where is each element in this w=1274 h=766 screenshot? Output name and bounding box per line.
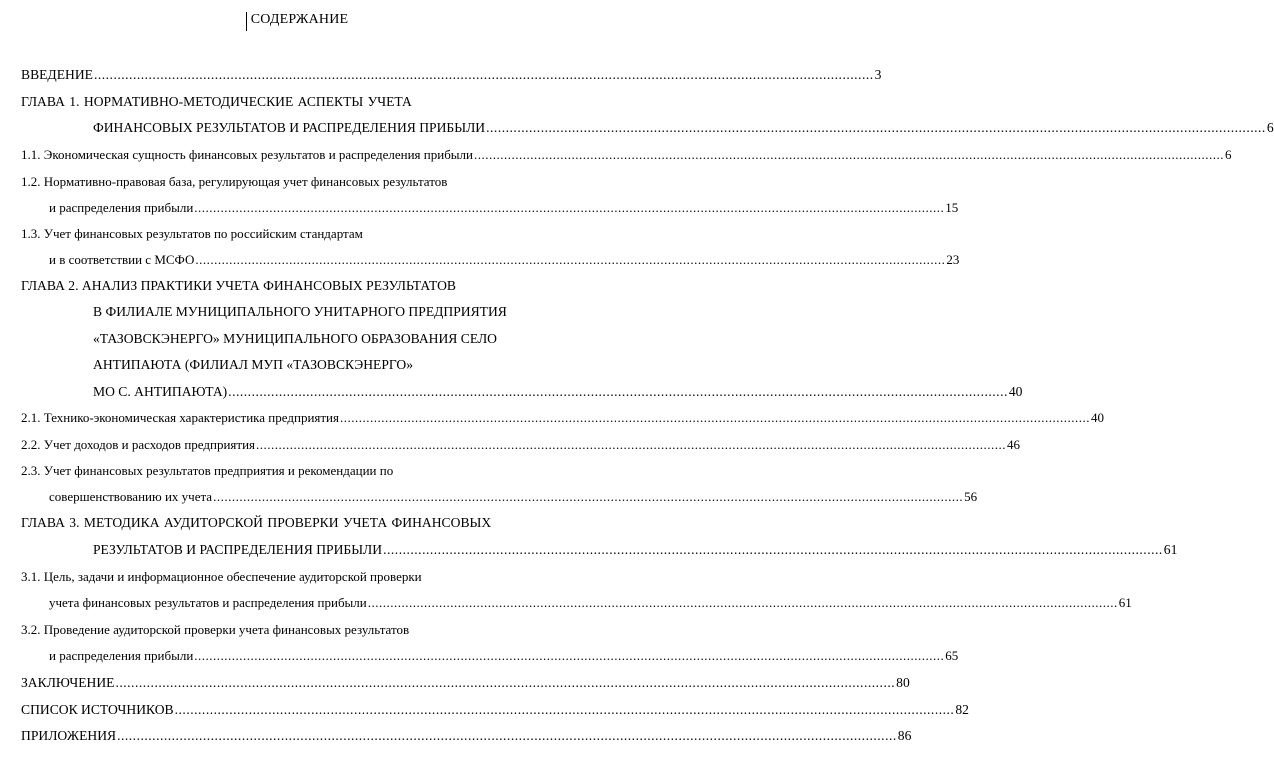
dot-leader: ........................................................................................................................................................................................................ <box>228 384 1008 399</box>
toc-entry-text: ГЛАВА 2. АНАЛИЗ ПРАКТИКИ УЧЕТА ФИНАНСОВЫХ РЕЗУЛЬТАТОВ <box>21 278 456 293</box>
toc-entry[interactable] <box>21 701 969 719</box>
dot-leader: ........................................................................................................................................................................................................ <box>93 67 874 82</box>
toc-page-number: 80 <box>896 675 910 690</box>
toc-entry[interactable] <box>21 173 447 191</box>
toc-entry-continuation[interactable] <box>93 119 1274 137</box>
dot-leader: ........................................................................................................................................................................................................ <box>213 489 964 504</box>
toc-entry[interactable] <box>21 93 412 111</box>
dot-leader: ........................................................................................................................................................................................................ <box>195 252 946 267</box>
toc-entry-text: ГЛАВА 3. МЕТОДИКА АУДИТОРСКОЙ ПРОВЕРКИ УЧЕТА ФИНАНСОВЫХ <box>21 515 492 530</box>
dot-leader: ........................................................................................................................................................................................................ <box>194 200 945 215</box>
toc-page-number: 40 <box>1008 384 1023 399</box>
toc-entry-text: ФИНАНСОВЫХ РЕЗУЛЬТАТОВ И РАСПРЕДЕЛЕНИЯ ПРИБЫЛИ <box>93 120 486 135</box>
toc-entry-text: 3.1. Цель, задачи и информационное обеспечение аудиторской проверки <box>21 569 422 584</box>
toc-entry-continuation[interactable] <box>49 647 959 665</box>
toc-entry[interactable] <box>21 146 1232 164</box>
dot-leader: ........................................................................................................................................................................................................ <box>174 702 955 717</box>
toc-page-number: 23 <box>946 252 960 267</box>
dot-leader: ........................................................................................................................................................................................................ <box>117 728 897 743</box>
toc-entry-text: 2.2. Учет доходов и расходов предприятия <box>21 437 256 452</box>
toc-entry-text: 1.1. Экономическая сущность финансовых результатов и распределения прибыли <box>21 147 473 162</box>
toc-entry-text: СПИСОК ИСТОЧНИКОВ <box>21 702 174 717</box>
toc-page-number: 40 <box>1091 410 1104 425</box>
toc-page-number: 61 <box>1118 595 1132 610</box>
toc-entry[interactable] <box>21 674 910 692</box>
toc-entry-text: АНТИПАЮТА (ФИЛИАЛ МУП «ТАЗОВСКЭНЕРГО» <box>93 357 414 372</box>
toc-page-number: 86 <box>897 728 912 743</box>
toc-page-number: 82 <box>955 702 969 717</box>
toc-entry-text: ВВЕДЕНИЕ <box>21 67 93 82</box>
dot-leader: ........................................................................................................................................................................................................ <box>383 542 1163 557</box>
toc-page-number: 6 <box>1225 147 1232 162</box>
toc-entry-text: ЗАКЛЮЧЕНИЕ <box>21 675 115 690</box>
toc-page-number: 6 <box>1266 120 1274 135</box>
toc-entry[interactable] <box>21 277 456 295</box>
toc-entry[interactable] <box>21 462 393 480</box>
toc-entry-continuation[interactable] <box>49 488 978 506</box>
text-cursor <box>246 12 247 31</box>
toc-entry-text: и распределения прибыли <box>49 648 194 663</box>
toc-entry-text: и распределения прибыли <box>49 200 194 215</box>
toc-page-number: 15 <box>945 200 959 215</box>
toc-entry-text: ПРИЛОЖЕНИЯ <box>21 728 117 743</box>
toc-page-number: 3 <box>874 67 882 82</box>
toc-entry-continuation[interactable] <box>49 594 1132 612</box>
toc-entry-continuation[interactable] <box>93 541 1178 559</box>
toc-entry[interactable] <box>21 727 912 745</box>
toc-entry-text: учета финансовых результатов и распределения прибыли <box>49 595 367 610</box>
dot-leader: ........................................................................................................................................................................................................ <box>340 410 1090 425</box>
dot-leader: ........................................................................................................................................................................................................ <box>115 675 896 690</box>
toc-page-number: 61 <box>1163 542 1178 557</box>
toc-entry-continuation <box>93 330 497 348</box>
toc-entry-text: 2.3. Учет финансовых результатов предприятия и рекомендации по <box>21 463 394 478</box>
toc-entry-continuation <box>93 303 507 321</box>
toc-entry[interactable] <box>21 568 422 586</box>
toc-page-number: 46 <box>1007 437 1021 452</box>
toc-page-number: 65 <box>945 648 959 663</box>
toc-entry-text: 1.2. Нормативно-правовая база, регулирующая учет финансовых результатов <box>21 174 448 189</box>
toc-entry-text: 1.3. Учет финансовых результатов по российским стандартам <box>21 226 363 241</box>
dot-leader: ........................................................................................................................................................................................................ <box>486 120 1266 135</box>
toc-entry-text: и в соответствии с МСФО <box>49 252 195 267</box>
toc-entry-continuation[interactable] <box>49 251 960 269</box>
toc-entry-continuation[interactable] <box>93 383 1023 401</box>
toc-entry-text: «ТАЗОВСКЭНЕРГО» МУНИЦИПАЛЬНОГО ОБРАЗОВАНИЯ СЕЛО <box>93 331 497 346</box>
toc-entry-continuation <box>93 356 413 374</box>
toc-entry-continuation[interactable] <box>49 199 959 217</box>
toc-entry-text: 3.2. Проведение аудиторской проверки учета финансовых результатов <box>21 622 410 637</box>
toc-entry-text: 2.1. Технико-экономическая характеристика предприятия <box>21 410 339 425</box>
toc-entry-text: МО С. АНТИПАЮТА) <box>93 384 228 399</box>
dot-leader: ........................................................................................................................................................................................................ <box>367 595 1118 610</box>
toc-entry[interactable] <box>21 621 409 639</box>
dot-leader: ........................................................................................................................................................................................................ <box>194 648 945 663</box>
dot-leader: ........................................................................................................................................................................................................ <box>474 147 1224 162</box>
toc-entry[interactable] <box>21 409 1104 427</box>
toc-page-number: 56 <box>964 489 978 504</box>
toc-entry[interactable] <box>21 66 882 84</box>
toc-entry-text: совершенствованию их учета <box>49 489 213 504</box>
toc-entry[interactable] <box>21 436 1021 454</box>
toc-entry[interactable] <box>21 225 363 243</box>
toc-entry-text: ГЛАВА 1. НОРМАТИВНО-МЕТОДИЧЕСКИЕ АСПЕКТЫ УЧЕТА <box>21 94 412 109</box>
page-title: СОДЕРЖАНИЕ <box>250 12 349 27</box>
dot-leader: ........................................................................................................................................................................................................ <box>256 437 1007 452</box>
toc-entry[interactable] <box>21 514 491 532</box>
toc-entry-text: РЕЗУЛЬТАТОВ И РАСПРЕДЕЛЕНИЯ ПРИБЫЛИ <box>93 542 383 557</box>
toc-entry-text: В ФИЛИАЛЕ МУНИЦИПАЛЬНОГО УНИТАРНОГО ПРЕДПРИЯТИЯ <box>93 304 507 319</box>
